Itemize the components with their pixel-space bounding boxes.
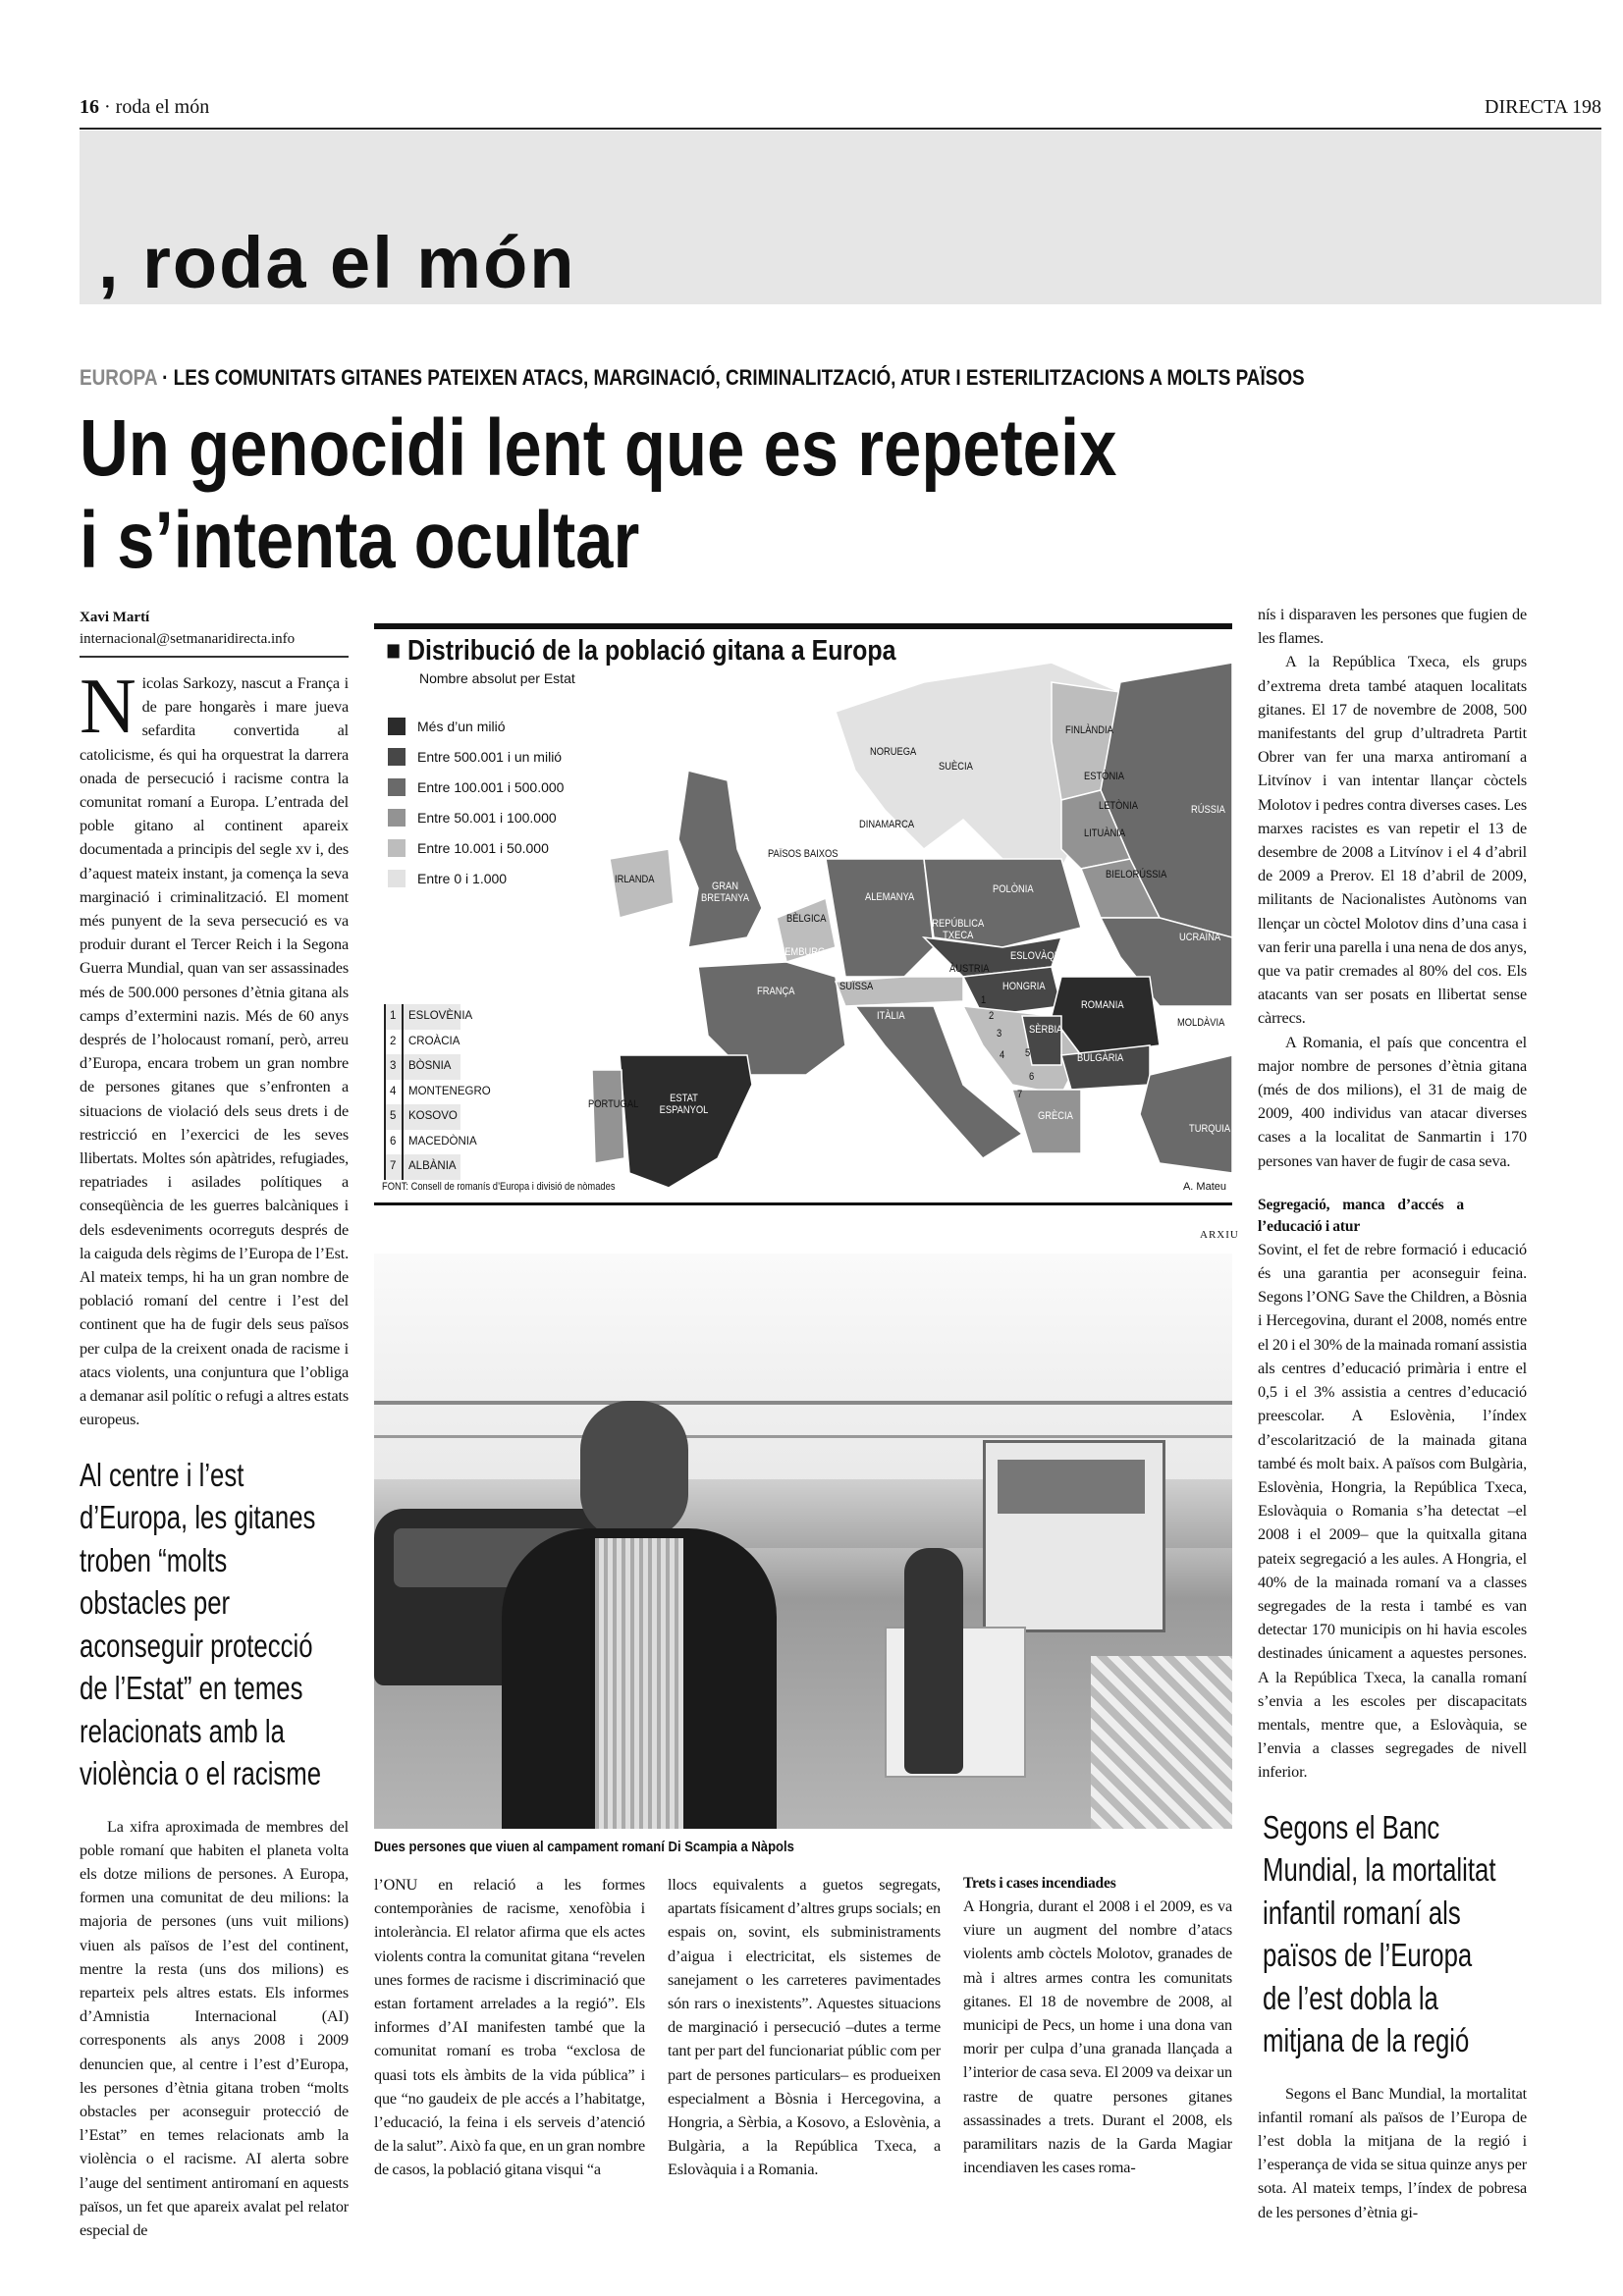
pull-quote-right [1263, 1806, 1496, 2062]
map-label: LETÒNIA [1099, 800, 1139, 812]
headline-line: Un genocidi lent que es repeteix [80, 403, 1117, 493]
subheading: Segregació, manca d’accés a l’educació i atur [1258, 1196, 1464, 1235]
map-label: ALEMANYA [865, 891, 915, 903]
headline-line: i s’intenta ocultar [80, 496, 640, 585]
pull-quote-line: violència o el racisme [80, 1755, 322, 1791]
map-label: ESTÒNIA [1084, 771, 1125, 782]
pull-quote-line: aconseguir protecció [80, 1627, 313, 1664]
legend-swatch [388, 748, 406, 766]
map-label: MOLDÀVIA [1177, 1017, 1225, 1029]
key-row: 5 KOSOVO [386, 1104, 460, 1130]
pull-quote-left [80, 1454, 322, 1795]
pull-quote-line: Mundial, la mortalitat [1263, 1851, 1496, 1889]
map-label: GRÈCIA [1038, 1110, 1073, 1122]
map-label: FRANÇA [757, 986, 795, 997]
pull-quote-line: països de l’Europa [1263, 1937, 1473, 1974]
article-paragraph: llocs equivalents a guetos segregats, apartats físicament d’altres grups socials; en espais on, sovint, els subministraments d’aigua i electricitat, els sistemes de sanejament o les carreteres pavimentades són rars o inexistents”. Aquestes situacions de marginació i persecució –dutes a terme tant per part del funcionariat públic com per part de persones particulars– es produeixen especialment a Bòsnia i Hercegovina, a Hongria, a Sèrbia, a Kosovo, a Eslovènia, a Bulgària, a la República Txeca, a Eslovàquia i a Romania. [668, 1876, 941, 2179]
legend-item: Més d’un milió [388, 718, 505, 735]
map-label: UCRAÏNA [1179, 932, 1221, 943]
author-name: Xavi Martí [80, 610, 150, 625]
table [1091, 1656, 1232, 1829]
article-paragraph: A Hongria, durant el 2008 i el 2009, es va viure un augment del nombre d’atacs violents amb còctels Molotov, granades de mà i altres armes contra les comunitats gitanes. El 18 de novembre de 2008, al municipi de Pecs, un home i una dona van morir per culpa d’una granada llançada a l’interior de casa seva. El 2009 va deixar un rastre de quatre persones gitanes assassinades a trets. Durant el 2008, els paramilitars nazis de la Garda Magiar incendiaven les cases roma- [963, 1897, 1232, 2177]
photo-credit: ARXIU [1200, 1229, 1239, 1241]
map-infographic [374, 623, 1232, 1205]
map-number: 6 [1029, 1071, 1035, 1083]
map-number: 3 [997, 1028, 1002, 1040]
numbered-country-key [384, 1004, 491, 1180]
map-label: REPÚBLICA TXECA [932, 918, 985, 941]
article-paragraph: nís i disparaven les persones que fugien de les flames. [1258, 606, 1527, 648]
drop-cap: N [80, 664, 136, 750]
kicker-text: · LES COMUNITATS GITANES PATEIXEN ATACS, MARGINACIÓ, CRIMINALITZACIÓ, ATUR I ESTERILITZACIONS A MOLTS PAÏSOS [156, 365, 1305, 390]
map-label: ESTAT ESPANYOL [659, 1093, 709, 1116]
map-label: PORTUGAL [588, 1098, 639, 1110]
article-column-3 [668, 1873, 941, 2182]
key-row: 2 CROÀCIA [386, 1030, 460, 1055]
region-portugal [592, 1070, 624, 1163]
kicker-region: EUROPA [80, 365, 157, 390]
region-spain [620, 1055, 752, 1188]
key-row: 1 ESLOVÈNIA [386, 1004, 460, 1030]
article-column-4 [963, 1873, 1232, 2179]
photo-caption: Dues persones que viuen al campament romaní Di Scampia a Nàpols [374, 1840, 794, 1855]
legend-swatch [388, 809, 406, 827]
folio-section: · roda el món [104, 96, 210, 118]
map-label: PAÏSOS BAIXOS [768, 848, 839, 860]
map-label: LUXEMBURG [767, 946, 826, 958]
pull-quote-line: de l’Estat” en temes [80, 1670, 303, 1706]
article-paragraph-text: icolas Sarkozy, nascut a França i de pare hongarès i mare jueva sefardita convertida al catolicisme, és qui ha orquestrat la darrera onada de persecució i racisme contra la comunitat romaní a Europa. L’entrada del poble gitano al continent apareix documentada a principis del segle xv i, des d’aquest mateix instant, ja comença la seva marginació i criminalització. El moment més punyent de la seva persecució es va produir durant el Tercer Reich i la Segona Guerra Mundial, quan van ser assassinades més de 500.000 persones d’ètnia gitana als camps d’extermini nazis. Més de 60 anys després de l’holocaust romaní, però, arreu d’Europa, encara trobem un gran nombre de persones gitanes que s’enfronten a situacions de violació dels seus drets i de restricció en l’exercici de les seves llibertats. Moltes són apàtrides, refugiades, repatriades i asilades polítiques a conseqüència de les guerres balcàniques i dels esdeveniments ocorreguts després de la caiguda dels règims de l’Europa de l’Est. Al mateix temps, hi ha un gran nombre de població romaní del centre i l’est del continent que ha de fugir dels seus països per culpa de la creixent onada de racisme i atacs violents, una conjuntura que l’obliga a demanar asil polític o refugi a altres estats europeus. [80, 674, 349, 1429]
legend-item: Entre 500.001 i un milió [388, 748, 562, 766]
news-photo [374, 1254, 1232, 1829]
map-label: DINAMARCA [859, 819, 915, 830]
article-column-1 [80, 664, 349, 2242]
map-top-bar [374, 623, 1232, 629]
map-title: ■ Distribució de la població gitana a Europa [386, 635, 896, 667]
fence-wire [374, 1401, 1232, 1405]
article-paragraph [80, 664, 349, 1432]
author-email[interactable]: internacional@setmanaridirecta.info [80, 631, 296, 647]
truck-windshield [998, 1460, 1145, 1514]
map-label: SUÏSSA [839, 981, 874, 992]
map-label: HONGRIA [1002, 981, 1046, 992]
woman-figure [904, 1548, 963, 1774]
map-label: ESLOVÀQUIA [1010, 950, 1070, 962]
map-label: ITÀLIA [877, 1010, 905, 1022]
region-great-britain [678, 771, 762, 947]
map-label: NORUEGA [870, 746, 917, 758]
key-row: 3 BÒSNIA [386, 1054, 460, 1080]
map-number: 1 [981, 994, 987, 1006]
map-credit: A. Mateu [1182, 1181, 1226, 1193]
page-number: 16 [80, 96, 99, 118]
pull-quote-line: infantil romaní als [1263, 1894, 1461, 1931]
region-turkey [1140, 1055, 1232, 1173]
pull-quote-line: mitjana de la regió [1263, 2022, 1470, 2059]
map-number: 7 [1017, 1089, 1023, 1100]
region-germany [826, 859, 934, 977]
map-label: GRAN BRETANYA [700, 881, 750, 904]
map-label: ROMANIA [1081, 999, 1124, 1011]
map-label: POLÒNIA [993, 883, 1034, 895]
legend-item: Entre 100.001 i 500.000 [388, 778, 564, 796]
header-rule [80, 128, 1601, 130]
man-head [580, 1401, 688, 1538]
legend-swatch [388, 718, 406, 735]
article-paragraph: Sovint, el fet de rebre formació i educació és una garantia per aconseguir feina. Segons l’ONG Save the Children, a Bòsnia i Hercegovina, durant el 2008, només entre el 20 i el 30% de la mainada romaní assistia als centres d’educació primària i entre el 0,5 i el 3% assistia a centres d’educació preescolar. A Eslovènia, l’índex d’escolarització de la mainada gitana també és molt baix. A països com Bulgària, Eslovènia, Hongria, la República Txeca, Eslovàquia o Romania s’ha detectat –el 2008 i el 2009– que la quitxalla gitana pateix segregació a les aules. A Hongria, el 40% de la mainada romaní va a classes segregades de la resta i també es van detectar 170 municipis on hi havia escoles destinades únicament a aquestes persones. A la República Txeca, la canalla romaní s’envia a les escoles per discapacitats mentals, mentre que, a Eslovàquia, se l’envia a classes segregades de nivell inferior. [1258, 1240, 1527, 1782]
article-column-2 [374, 1873, 645, 2182]
article-column-5 [1258, 603, 1527, 2224]
legend-item: Entre 50.001 i 100.000 [388, 809, 557, 827]
map-label: BIELORÚSSIA [1106, 869, 1167, 881]
page-folio [80, 96, 209, 119]
article-paragraph: l’ONU en relació a les formes contemporànies de racisme, xenofòbia i intolerància. El relator afirma que els actes violents contra la comunitat gitana “revelen unes formes de racisme i discriminació que estan fortament arrelades a la regió”. Els informes d’AI manifesten també que la comunitat romaní es troba “exclosa de quasi tots els àmbits de la vida pública” i que “no gaudeix de ple accés a l’habitatge, l’educació, la feina i els serveis d’atenció de la salut”. Això fa que, en un gran nombre de casos, la població gitana visqui “a [374, 1876, 645, 2179]
fence-wire [374, 1435, 1232, 1438]
map-label: TURQUIA [1189, 1123, 1231, 1135]
legend-swatch [388, 839, 406, 857]
byline [80, 607, 349, 658]
issue-number: DIRECTA 198 [1485, 96, 1601, 118]
map-label: BÈLGICA [786, 913, 827, 925]
kicker [80, 365, 1305, 391]
legend-swatch [388, 778, 406, 796]
pull-quote-line: d’Europa, les gitanes [80, 1499, 316, 1535]
map-label: FINLÀNDIA [1065, 724, 1113, 736]
section-title: , roda el món [98, 222, 576, 303]
pull-quote-line: de l’est dobla la [1263, 1979, 1438, 2016]
map-label: IRLANDA [615, 874, 655, 885]
legend-item: Entre 0 i 1.000 [388, 870, 507, 887]
subheading: Trets i cases incendiades [963, 1875, 1116, 1892]
pull-quote-line: Al centre i l’est [80, 1456, 244, 1493]
pull-quote-line: troben “molts [80, 1541, 228, 1578]
legend-swatch [388, 870, 406, 887]
legend-item: Entre 10.001 i 50.000 [388, 839, 549, 857]
article-paragraph: La xifra aproximada de membres del poble romaní que habiten el planeta volta els dotze milions de persones. A Europa, formen una comunitat de deu milions: la majoria de persones (uns vuit milions) viuen als països de l’est del continent, mentre la resta (uns dos milions) es reparteix pels altres estats. Els informes d’Amnistia Internacional (AI) corresponents als anys 2008 i 2009 denuncien que, al centre i l’est d’Europa, les persones d’ètnia gitana troben “molts obstacles per aconseguir protecció de l’Estat” en temes relacionats amb la violència o el racisme. AI alerta sobre l’auge del sentiment antiromaní en aquests països, un fet que apareix avalat pel relator especial de [80, 1817, 349, 2239]
key-row: 4 MONTENEGRO [386, 1080, 460, 1105]
map-label: ÀUSTRIA [949, 963, 990, 975]
pull-quote-line: relacionats amb la [80, 1712, 285, 1749]
map-subtitle: Nombre absolut per Estat [419, 670, 575, 686]
pull-quote-line: Segons el Banc [1263, 1808, 1440, 1845]
map-label: LITUÀNIA [1084, 828, 1126, 839]
map-label: BULGÀRIA [1077, 1052, 1124, 1064]
map-label: SUÈCIA [939, 761, 973, 773]
map-number: 4 [1000, 1049, 1005, 1061]
pull-quote-line: obstacles per [80, 1584, 231, 1621]
key-row: 7 ALBÀNIA [386, 1154, 460, 1180]
map-number: 2 [989, 1010, 995, 1022]
article-paragraph: Segons el Banc Mundial, la mortalitat infantil romaní als països de l’Europa de l’est dobla la mitjana de la regió i l’esperança de vida se situa quinze anys per sota. Al mateix temps, l’índex de pobresa de les persones d’ètnia gi- [1258, 2084, 1527, 2221]
article-paragraph: A la República Txeca, els grups d’extrema dreta també ataquen localitats gitanes. El 17 de novembre de 2008, 500 manifestants del grup d’ultradreta Partit Obrer van fer una marxa antiromaní a Litvínov i van intentar llançar còctels Molotov i pedres contra diverses cases. Les marxes racistes es van repetir el 13 de desembre de 2008 a Litvínov i el 4 d’abril de 2009 a Prerov. El 18 d’abril de 2009, militants de Nacionalistes Autònoms van llençar un còctel Molotov dins d’una casa i van ferir una parella i una nena de dos anys, que va patir cremades al 80% del cos. Els atacants van ser posats en llibertat sense càrrecs. [1258, 653, 1527, 1028]
map-label: RÚSSIA [1191, 804, 1225, 816]
article-paragraph: A Romania, el país que concentra el major nombre de persones d’ètnia gitana (més de dos milions), el 31 de maig de 2009, 400 individus van atacar diverses cases a la localitat de Sanmartin i 170 persones van haver de fugir de casa seva. [1258, 1033, 1527, 1170]
map-number: 5 [1025, 1047, 1031, 1059]
key-row: 6 MACEDÒNIA [386, 1130, 460, 1155]
map-source: FONT: Consell de romanís d’Europa i divisió de nòmades [382, 1181, 616, 1193]
man-shirt [595, 1538, 683, 1829]
map-label: SÈRBIA [1029, 1024, 1063, 1036]
headline [80, 402, 1116, 587]
